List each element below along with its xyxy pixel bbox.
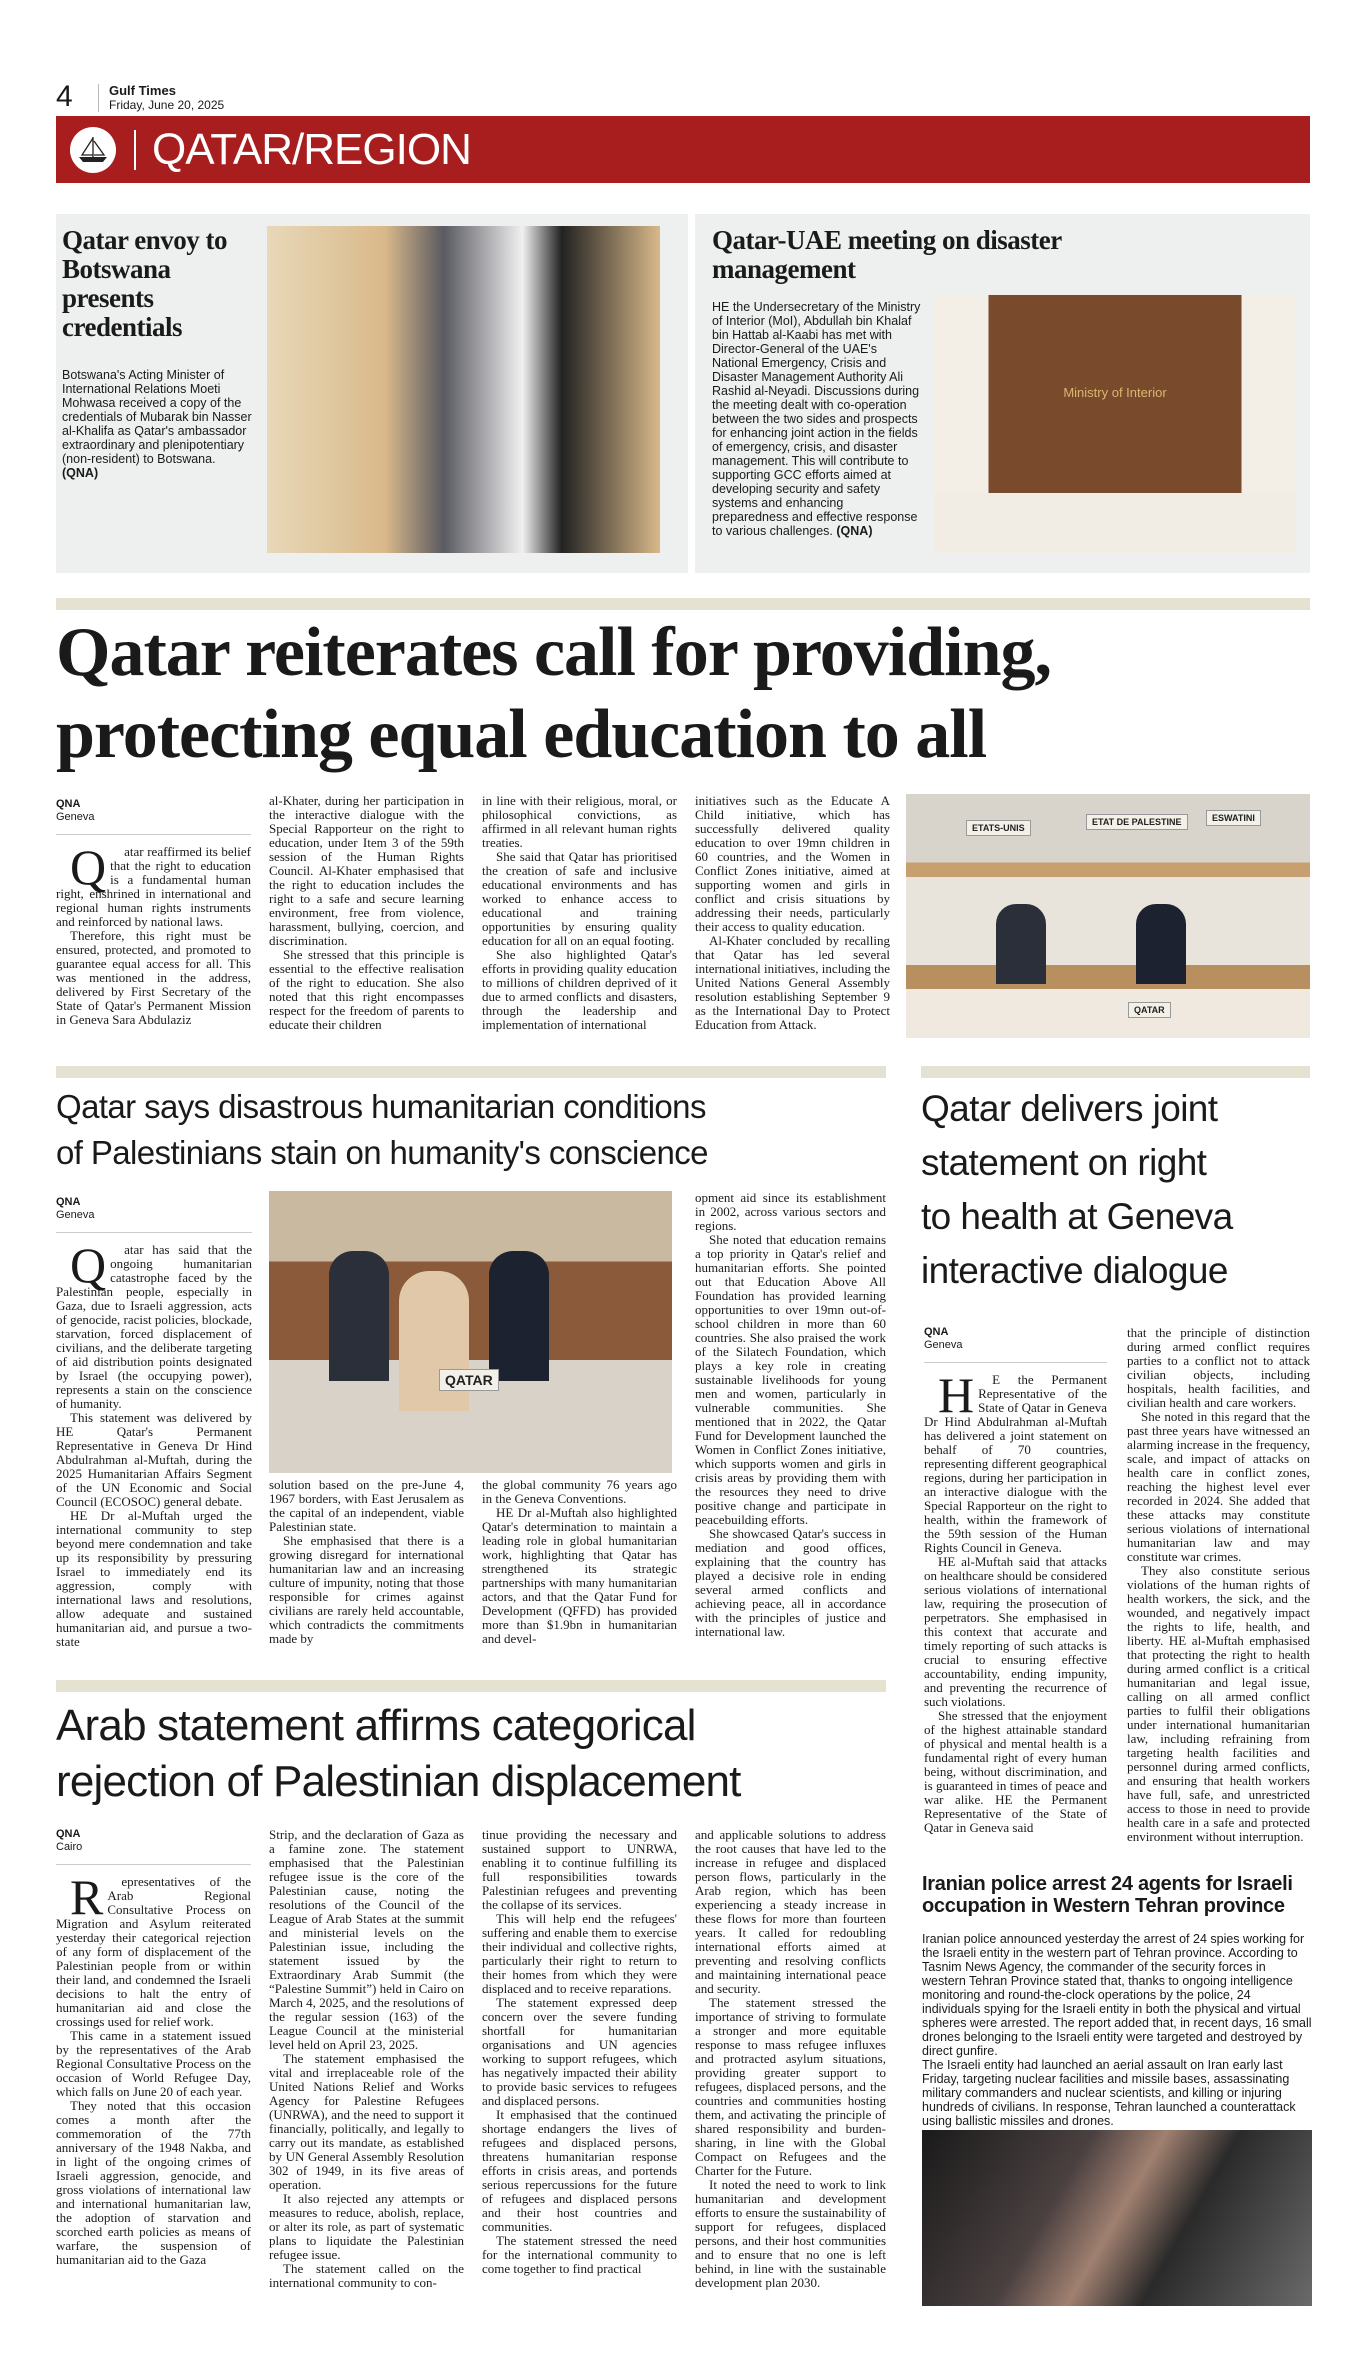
main-headline[interactable] [56, 612, 1051, 776]
palestine-column-3 [482, 1478, 677, 1646]
brief-text: Botswana's Acting Minister of International Relations Moeti Mohwasa received a copy of the credentials of Mubarak bin Nasser al-Khalifa as Qatar's ambassador extraordinary and plenipotentiary (non-resident) to Botswana. [62, 368, 252, 466]
headline-line: Qatar delivers joint [921, 1088, 1218, 1129]
divider [56, 1680, 886, 1692]
paragraph: tinue providing the necessary and sustained support to UNRWA, enabling it to continue fulfilling its full responsibilities towards Palestinian refugees and preventing the collapse of its services. [482, 1827, 677, 1912]
palestine-column-2 [269, 1478, 464, 1646]
paragraph: HE the Permanent Representative of the State of Qatar in Geneva Dr Hind Abdulrahman al-Muftah has delivered a joint statement on behalf of 70 countries, representing different geographical regions, during her participation in an interactive dialogue with the Special Rapporteur on the right to health, within the framework of the 59th session of the Human Rights Council in Geneva. [924, 1367, 1107, 1555]
un-delegation-photo [269, 1191, 672, 1473]
brief-botswana [56, 214, 688, 573]
brief-text: HE the Undersecretary of the Ministry of Interior (MoI), Abdullah bin Khalaf bin Hattab al-Kaabi has met with Director-General of the UAE's National Emergency, Crisis and Disaster Management Authority Ali Rashid al-Neyadi. Discussions during the meeting dealt with co-operation between the two sides and prospects for enhancing joint action in the fields of emergency, crisis, and disaster management. This will contribute to supporting GCC efforts aimed at developing security and safety systems and enhancing preparedness and effective response to various challenges. [712, 300, 921, 538]
masthead [98, 84, 224, 112]
photo-nameplate: QATAR [439, 1369, 499, 1391]
credit: (QNA) [836, 524, 873, 538]
main-column-1 [56, 798, 251, 1027]
health-headline[interactable] [921, 1082, 1233, 1298]
paragraph: and applicable solutions to address the root causes that have led to the increase in refugee and displaced person flows, particularly in the Arab region, which has been experiencing a steady increase in these flows for more than fourteen years. It called for redoubling international efforts aimed at preventing and resolving conflicts and maintaining international peace and security. [695, 1827, 886, 1996]
arab-headline[interactable] [56, 1698, 741, 1810]
headline-line: Arab statement affirms categorical [56, 1701, 696, 1750]
un-council-photo [906, 794, 1310, 1038]
palestine-column-4 [695, 1191, 886, 1639]
paragraph: al-Khater, during her participation in the interactive dialogue with the Special Rapporteur on the right to education, under Item 3 of the 59th session of the Human Rights Council. Al-Khater emphasised that the right to education includes the right to a safe and secure learning environment, free from violence, harassment, bullying, coercion, and discrimination. [269, 793, 464, 948]
paragraph: Therefore, this right must be ensured, protected, and promoted to guarantee equal access for all. This was mentioned in the address, delivered by First Secretary of the State of Qatar's Permanent Mission in Geneva Sara Abdulaziz [56, 928, 251, 1027]
health-column-1 [924, 1326, 1107, 1835]
paragraph: initiatives such as the Educate A Child initiative, which has successfully delivered quality education to over 19mn children in 60 countries, and the Women in Conflict Zones initiative, aimed at supporting women and girls in conflict and crisis situations by addressing their needs, particularly their access to quality education. [695, 793, 890, 934]
paragraph: in line with their religious, moral, or philosophical convictions, as affirmed in all relevant human rights treaties. [482, 793, 677, 850]
moi-meeting-photo [934, 295, 1296, 553]
paragraph: Iranian police announced yesterday the arrest of 24 spies working for the Israeli entity in the western part of Tehran province. According to Tasnim News Agency, the commander of the security forces in western Tehran Province stated that, thanks to ongoing intelligence monitoring and round-the-clock operations by the police, 24 individuals spying for the Israeli entity in both the physical and virtual spheres were arrested. The report added that, in recent days, 16 small drones belonging to the Israeli entity were targeted and destroyed by direct gunfire. [922, 1932, 1312, 2058]
paragraph: This statement was delivered by HE Qatar's Permanent Representative in Geneva Dr Hind Abdulrahman al-Muftah, during the 2025 Humanitarian Affairs Segment of the UN Economic and Social Council (ECOSOC) general debate. [56, 1410, 252, 1509]
headline-line: Qatar reiterates call for providing, [56, 614, 1052, 691]
issue-date: Friday, June 20, 2025 [109, 98, 225, 112]
paragraph: She noted in this regard that the past three years have witnessed an alarming increase in the frequency, scale, and impact of attacks on health care in conflict zones, reaching the highest level ever recorded in 2024. She added that these attacks may constitute serious violations of international humanitarian law and may constitute war crimes. [1127, 1409, 1310, 1564]
byline [56, 798, 251, 835]
byline-place: Geneva [56, 1209, 95, 1221]
paper-name: Gulf Times [109, 83, 176, 98]
paragraph: Qatar reaffirmed its belief that the right to education is a fundamental human right, enshrined in international and regional human rights instruments and reinforced by national laws. [56, 839, 251, 929]
photo-nameplate: ESWATINI [1206, 810, 1261, 826]
brief-headline[interactable]: Qatar envoy to Botswana presents credentials [62, 225, 227, 342]
delegate-figure [1136, 904, 1186, 984]
brief-uae [695, 214, 1310, 573]
paragraph: It noted the need to work to link humanitarian and development efforts to ensure the sustainability of support for refugees, displaced persons, and their host communities and to ensure that no one is left behind, in line with the sustainable development plan 2030. [695, 2177, 886, 2290]
arrest-handcuffs-photo [922, 2130, 1312, 2306]
delegate-figure [996, 904, 1046, 984]
main-column-3 [482, 794, 677, 1032]
byline-agency: QNA [56, 1196, 81, 1208]
paragraph: This will help end the refugees' suffering and enable them to exercise their individual and collective rights, particularly their right to return to their homes from which they were displaced and to receive reparations. [482, 1911, 677, 1996]
byline-place: Cairo [56, 1841, 83, 1853]
photo-nameplate: ETATS-UNIS [966, 820, 1031, 836]
paragraph: She emphasised that there is a growing disregard for international humanitarian law and an increasing culture of impunity, noting that those responsible for crimes against civilians are rarely held accountable, which contradicts the commitments made by [269, 1533, 464, 1646]
section-banner [56, 116, 1310, 183]
paragraph: opment aid since its establishment in 2002, across various sectors and regions. [695, 1190, 886, 1233]
paragraph: She stressed that this principle is essential to the effective realisation of the right to education. She also noted that this right encompasses respect for the freedom of parents to educate their children [269, 947, 464, 1032]
headline-line: to health at Geneva [921, 1196, 1233, 1237]
headline-line: rejection of Palestinian displacement [56, 1757, 741, 1806]
byline-place: Geneva [56, 811, 95, 823]
delegate-figure [329, 1251, 389, 1381]
paragraph: HE Dr al-Muftah also highlighted Qatar's determination to maintain a leading role in global humanitarian work, highlighting that Qatar has strengthened its strategic partnerships with many humanitarian actors, and that the Qatar Fund for Development (QFFD) has provided more than $1.9bn in humanitarian and devel- [482, 1505, 677, 1646]
page-number: 4 [56, 80, 73, 113]
paragraph: The Israeli entity had launched an aerial assault on Iran early last Friday, targeting nuclear facilities and missile bases, assassinating military commanders and nuclear scientists, and killing or injuring hundreds of civilians. In response, Tehran launched a counterattack using ballistic missiles and drones. [922, 2058, 1296, 2128]
paragraph: The statement emphasised the vital and irreplaceable role of the United Nations Relief and Works Agency for Palestine Refugees (UNRWA), and the need to support it financially, politically, and legally to carry out its mandate, as established by UN General Assembly Resolution 302 of 1949, in its five areas of operation. [269, 2051, 464, 2192]
paragraph: She said that Qatar has prioritised the creation of safe and inclusive educational environments and has worked to enhance access to educational and training opportunities by ensuring quality education for all on an equal footing. [482, 849, 677, 948]
paragraph: The statement stressed the need for the international community to come together to find practical [482, 2233, 677, 2276]
byline-agency: QNA [56, 1828, 81, 1840]
palestine-headline[interactable] [56, 1084, 708, 1176]
byline-agency: QNA [56, 798, 81, 810]
byline-place: Geneva [924, 1339, 963, 1351]
photo-sign: Ministry of Interior [1063, 385, 1167, 400]
photo-floor [934, 493, 1296, 553]
photo-nameplate: QATAR [1128, 1002, 1171, 1018]
headline-line: interactive dialogue [921, 1250, 1228, 1291]
headline-line: of Palestinians stain on humanity's conscience [56, 1134, 708, 1171]
paragraph: Al-Khater concluded by recalling that Qatar has led several international initiatives, including the United Nations General Assembly resolution establishing September 9 as the International Day to Protect Education from Attack. [695, 933, 890, 1032]
paragraph: solution based on the pre-June 4, 1967 borders, with East Jerusalem as the capital of an independent, viable Palestinian state. [269, 1477, 464, 1534]
paragraph: She noted that education remains a top priority in Qatar's relief and humanitarian efforts. She pointed out that Education Above All Foundation has provided learning opportunities to over 19mn out-of-school children in more than 60 countries. She also praised the work of the Silatech Foundation, which plays a key role in creating sustainable livelihoods for young men and women, particularly in vulnerable communities. She mentioned that in 2022, the Qatar Fund for Development launched the Women in Conflict Zones initiative, which supports women and girls in crisis areas by providing them with the resources they need to drive positive change and participate in peacebuilding efforts. [695, 1232, 886, 1527]
paragraph: Qatar has said that the ongoing humanitarian catastrophe faced by the Palestinian people, especially in Gaza, due to Israeli aggression, acts of genocide, racist policies, blockade, starvation, forced displacement of civilians, and the deliberate targeting of aid distribution points designated by Israel (the occupying power), represents a stain on the conscience of humanity. [56, 1237, 253, 1411]
iran-body [922, 1932, 1312, 2128]
headline-line: protecting equal education to all [56, 696, 987, 773]
paragraph: The statement called on the international community to con- [269, 2261, 464, 2290]
divider [56, 1066, 886, 1078]
paragraph: Strip, and the declaration of Gaza as a famine zone. The statement emphasised that the Palestinian refugee issue is the core of the Palestinian cause, noting the resolutions of the Council of the League of Arab States at the summit and ministerial levels on the Palestinian issue, including the statement issued by the Extraordinary Arab Summit (the “Palestine Summit”) held in Cairo on March 4, 2025, and the resolutions of the regular session (163) of the League Council at the ministerial level held on April 23, 2025. [269, 1827, 464, 2052]
paragraph: The statement expressed deep concern over the severe funding shortfall for humanitarian organisations and UN agencies working to support refugees, which has negatively impacted their ability to provide basic services to refugees and displaced persons. [482, 1995, 677, 2108]
main-column-2 [269, 794, 464, 1032]
envoy-handshake-photo [267, 226, 660, 553]
banner-divider [134, 130, 136, 170]
paragraph: HE Dr al-Muftah urged the international community to step beyond mere condemnation and take up its responsibility by pressuring Israel to immediately end its aggression, comply with international laws and resolutions, allow adequate and sustained humanitarian aid, and pursue a two-state [56, 1508, 252, 1649]
paragraph: She showcased Qatar's success in mediation and good offices, explaining that the country has played a decisive role in ending several armed conflicts and achieving peace, all in accordance with the principles of justice and international law. [695, 1526, 886, 1639]
dhow-icon [70, 127, 116, 173]
brief-body [62, 368, 252, 480]
credit: (QNA) [62, 466, 99, 480]
paragraph: HE al-Muftah said that attacks on healthcare should be considered serious violations of international law, requiring the prosecution of perpetrators. She emphasised in this context that accurate and timely reporting of such attacks is crucial to ensuring effective accountability, ending impunity, and preventing the recurrence of such violations. [924, 1554, 1107, 1709]
main-column-4 [695, 794, 890, 1032]
paragraph: the global community 76 years ago in the Geneva Conventions. [482, 1477, 677, 1506]
headline-line: Qatar says disastrous humanitarian conditions [56, 1088, 706, 1125]
arab-column-3 [482, 1828, 677, 2276]
paragraph: They also constitute serious violations of the human rights of health workers, the sick, and the wounded, and negatively impact the rights to life, health, and liberty. HE al-Muftah emphasised that protecting the right to health during armed conflict is a critical humanitarian and legal issue, calling on all armed conflict parties to fulfil their obligations under international humanitarian law, including refraining from targeting health facilities and personnel during armed conflicts, and ensuring that health workers have full, safe, and unrestricted access to those in need to provide health care in a safe and protected environment without interruption. [1127, 1563, 1310, 1844]
divider [56, 598, 1310, 610]
arab-column-2 [269, 1828, 464, 2290]
paragraph: Representatives of the Arab Regional Consultative Process on Migration and Asylum reiterated yesterday their categorical rejection of any form of displacement of the Palestinian people from or within their land, and condemned the Israeli decisions to halt the entry of humanitarian aid and close the crossings used for relief work. [56, 1869, 251, 2029]
iran-headline[interactable]: Iranian police arrest 24 agents for Israeli occupation in Western Tehran province [922, 1873, 1293, 1917]
arab-column-4 [695, 1828, 886, 2290]
paragraph: This came in a statement issued by the representatives of the Arab Regional Consultative Process on the occasion of World Refugee Day, which falls on June 20 of each year. [56, 2028, 251, 2099]
brief-body [712, 300, 922, 538]
paragraph: that the principle of distinction during armed conflict requires parties to a conflict not to attack civilian objects, including hospitals, health facilities, and civilian health and care workers. [1127, 1325, 1310, 1410]
palestine-column-1 [56, 1196, 252, 1649]
photo-nameplate: ETAT DE PALESTINE [1086, 814, 1188, 830]
health-column-2 [1127, 1326, 1310, 1844]
paragraph: She stressed that the enjoyment of the highest attainable standard of physical and mental health is a fundamental right of every human being, without discrimination, and is guaranteed in times of peace and war alike. HE the Permanent Representative of the State of Qatar in Geneva said [924, 1708, 1107, 1835]
paragraph: She also highlighted Qatar's efforts in providing quality education to millions of children deprived of it due to armed conflicts and disasters, through the leadership and implementation of international [482, 947, 677, 1032]
paragraph: It also rejected any attempts or measures to reduce, abolish, replace, or alter its role, as part of systematic plans to liquidate the Palestinian refugee issue. [269, 2191, 464, 2262]
paragraph: The statement stressed the importance of striving to formulate a stronger and more equitable response to mass refugee influxes and protracted asylum situations, providing greater support to refugees, displaced persons, and the countries and communities hosting them, and activating the principle of shared responsibility and burden-sharing, in line with the Global Compact on Refugees and the Charter for the Future. [695, 1995, 886, 2178]
delegate-figure [489, 1251, 549, 1381]
headline-line: statement on right [921, 1142, 1207, 1183]
divider [921, 1066, 1310, 1078]
section-title: QATAR/REGION [152, 124, 471, 174]
byline [56, 1196, 252, 1233]
paragraph: They noted that this occasion comes a month after the commemoration of the 77th anniversary of the 1948 Nakba, and in light of the ongoing crimes of Israeli aggression, genocide, and gross violations of international law and international humanitarian law, the adoption of starvation and scorched earth policies as means of warfare, the suspension of humanitarian aid to the Gaza [56, 2098, 251, 2267]
paragraph: It emphasised that the continued shortage endangers the lives of refugees and displaced persons, threatens humanitarian response efforts in crisis areas, and portends serious repercussions for the future of refugees and displaced persons and their host countries and communities. [482, 2107, 677, 2234]
brief-headline[interactable]: Qatar-UAE meeting on disaster management [712, 225, 1062, 284]
byline [56, 1828, 251, 1865]
byline-agency: QNA [924, 1326, 949, 1338]
arab-column-1 [56, 1828, 251, 2267]
byline [924, 1326, 1107, 1363]
